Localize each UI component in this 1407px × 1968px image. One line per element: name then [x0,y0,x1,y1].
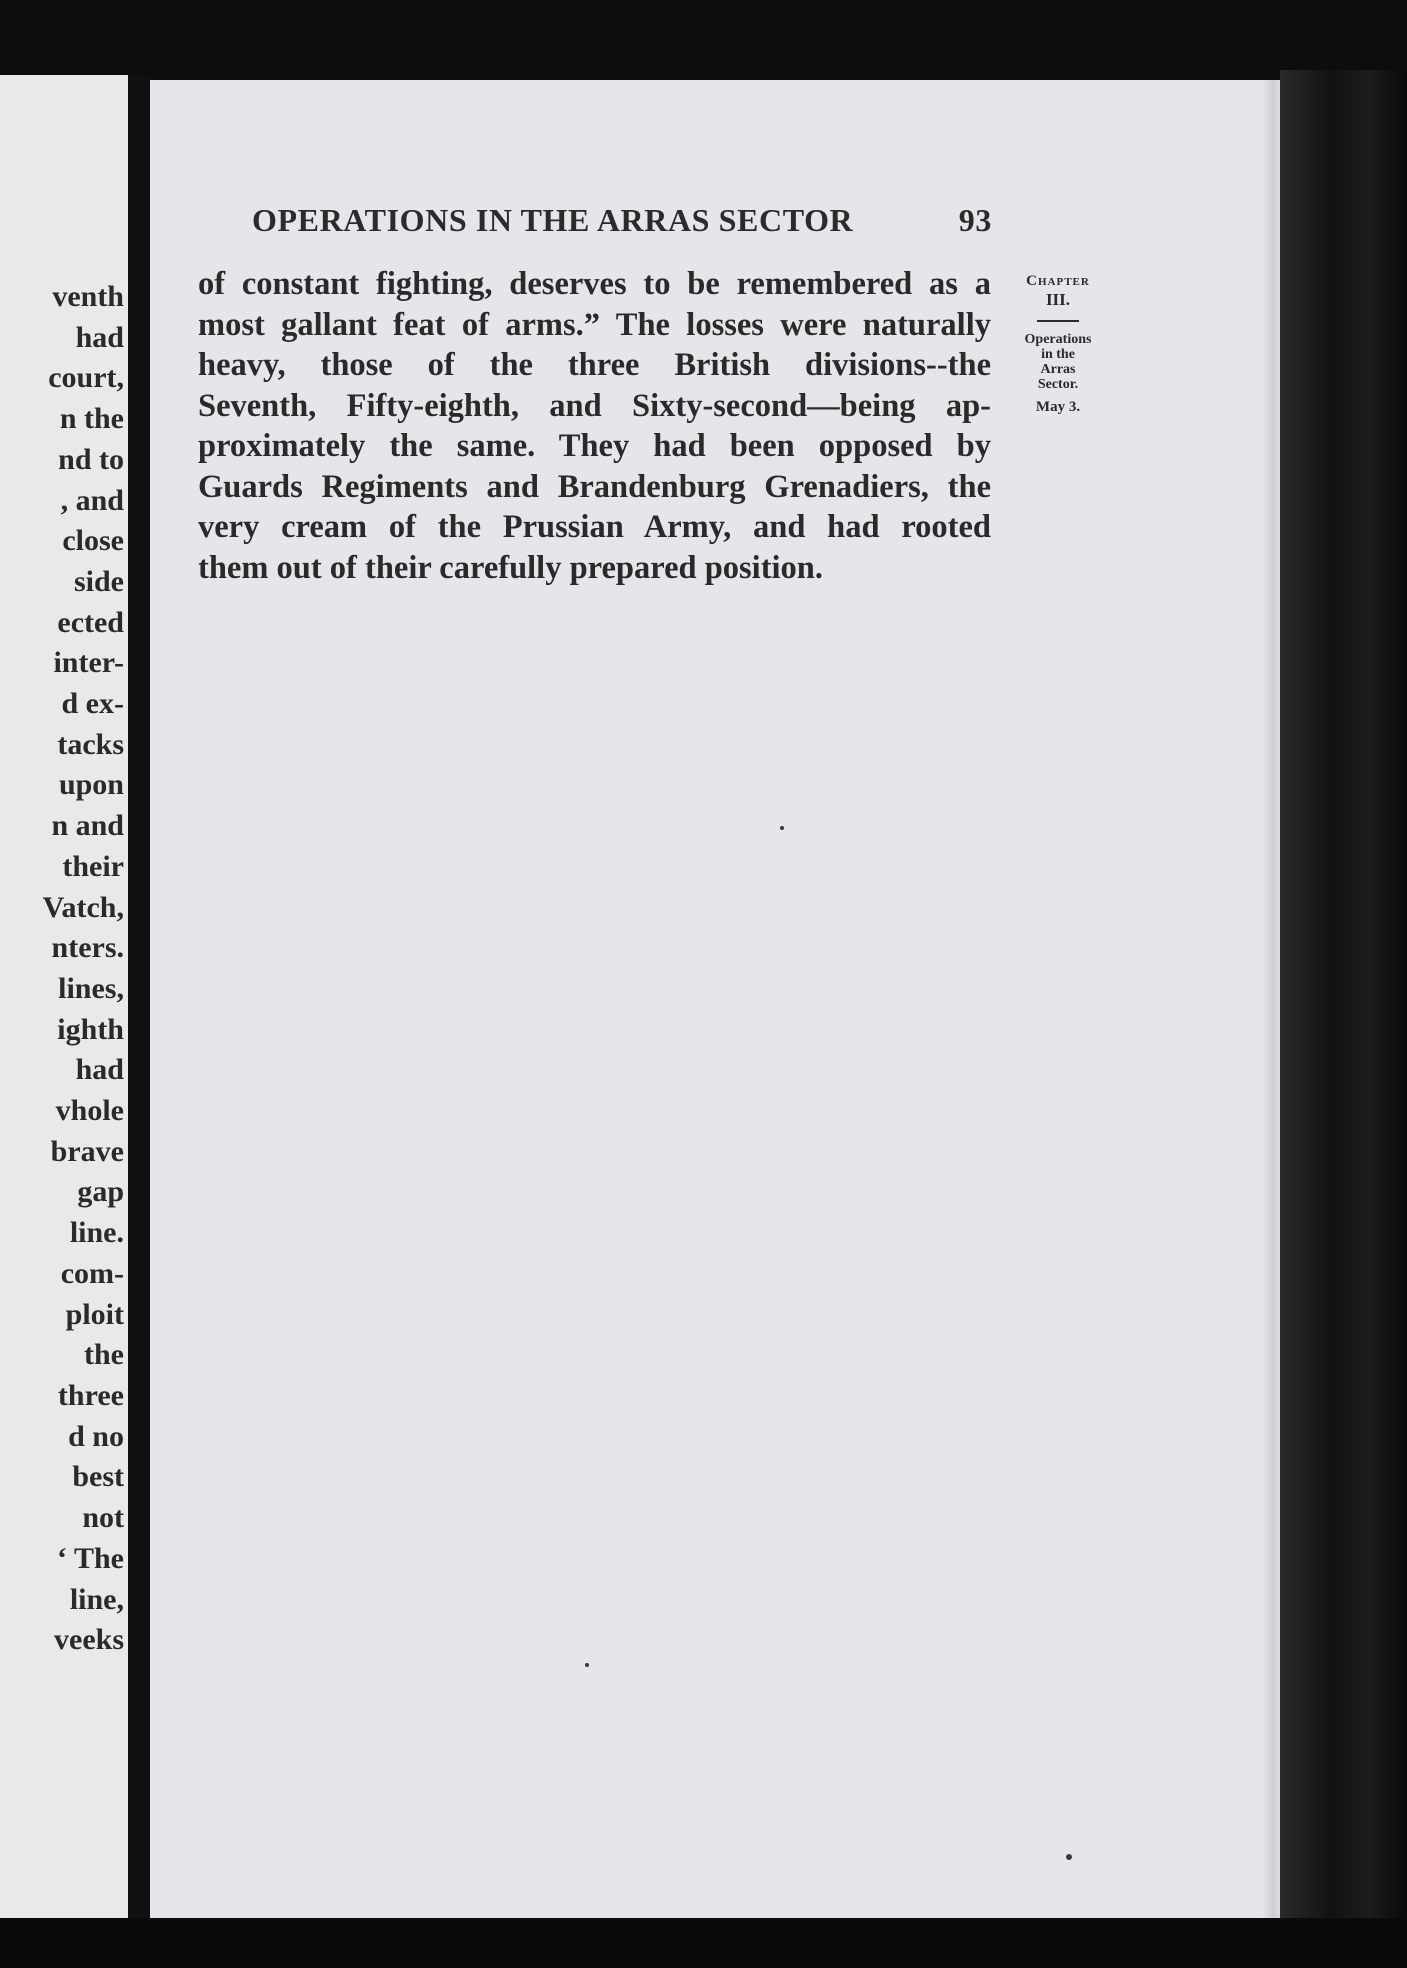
fragment-line: ighth [57,1012,124,1046]
previous-page-text [0,277,124,1661]
scan-speck [585,1663,589,1667]
text-line: Seventh, Fifty-eighth, and Sixty-second—being ap- [198,387,991,424]
fragment-line: nters. [51,931,124,965]
fragment-line: ploit [65,1297,124,1331]
text-line: Guards Regiments and Brandenburg Grenadiers, the [198,468,991,505]
book-binding [1280,70,1407,1950]
page-edge [1262,80,1280,1920]
fragment-line: n and [51,809,124,843]
fragment-line: the [84,1338,124,1372]
divider [1037,320,1079,322]
fragment-line: had [75,320,124,354]
text-line: most gallant feat of arms.” The losses were naturally [198,306,991,343]
text-line: of constant fighting, deserves to be remembered as a [198,266,991,302]
fragment-line: court, [48,361,124,395]
marginal-note [1003,272,1113,416]
fragment-line: three [57,1378,124,1412]
fragment-line: lines, [58,971,124,1005]
note-line: Operations [1024,332,1092,347]
page-title: OPERATIONS IN THE ARRAS SECTOR [252,202,854,238]
fragment-line: brave [50,1134,124,1168]
note-line: in the [1041,347,1075,362]
fragment-line: upon [58,768,124,802]
fragment-line: line. [69,1216,124,1250]
scan-border [0,1918,1407,1968]
fragment-line: com- [60,1256,124,1290]
note-line: Arras [1040,362,1076,377]
fragment-line: best [72,1460,124,1494]
running-head [252,202,992,244]
fragment-line: line, [69,1582,124,1616]
fragment-line: Vatch, [42,890,124,924]
fragment-line: close [62,524,124,558]
fragment-line: , and [60,483,124,517]
note-line: Sector. [1037,377,1079,392]
fragment-line: veeks [54,1623,124,1657]
fragment-line: tacks [57,727,124,761]
text-line: proximately the same. They had been opposed by [198,428,991,464]
fragment-line: ‘ The [57,1541,124,1575]
fragment-line: n the [59,402,124,436]
body-paragraph [198,264,991,588]
fragment-line: vhole [55,1094,124,1128]
text-line: heavy, those of the three British divisions--the [198,347,991,383]
chapter-label: Chapter [1026,273,1090,289]
fragment-line: venth [52,280,124,313]
chapter-number: III. [1045,290,1071,309]
text-line: them out of their carefully prepared position. [198,549,824,586]
scan-speck [780,826,784,830]
text-line: very cream of the Prussian Army, and had rooted [198,509,991,545]
fragment-line: their [62,849,124,883]
previous-page-fragment [0,75,128,1920]
fragment-line: inter- [53,646,124,680]
note-date: May 3. [1035,399,1081,415]
fragment-line: nd to [58,442,124,476]
fragment-line: had [75,1053,124,1087]
fragment-line: gap [77,1175,124,1209]
fragment-line: d no [68,1419,124,1453]
scan-speck [1066,1854,1072,1860]
fragment-line: side [73,564,124,598]
fragment-line: not [82,1501,124,1535]
fragment-line: ected [57,605,124,639]
fragment-line: d ex- [61,687,124,721]
book-gutter [128,75,150,1945]
page-number: 93 [958,202,992,238]
